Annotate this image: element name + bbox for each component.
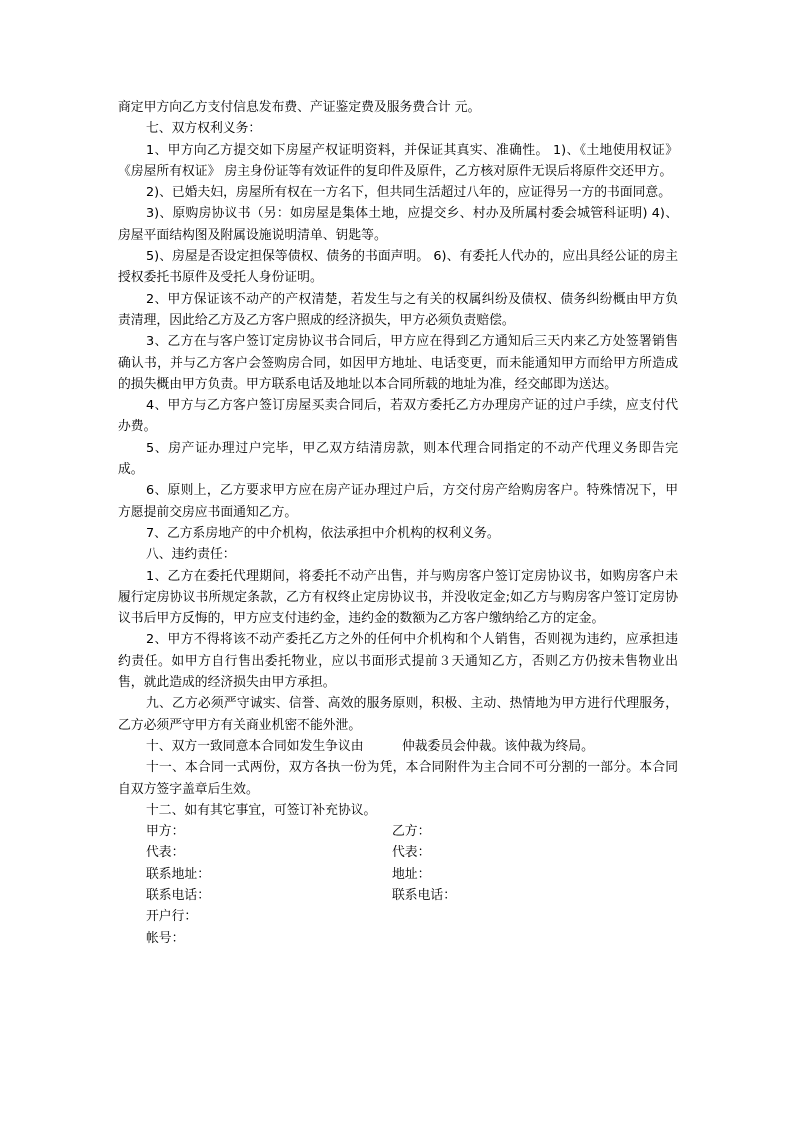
party-b-address-label: 地址： bbox=[392, 866, 431, 882]
signature-block bbox=[118, 821, 678, 949]
party-b-label: 乙方： bbox=[392, 824, 431, 840]
contract-body bbox=[118, 97, 678, 949]
paragraph-married-couple: 2)、已婚夫妇，房屋所有权在一方名下，但共同生活超过八年的，应证得另一方的书面同意。 bbox=[146, 185, 672, 201]
section-heading-rights: 七、双方权利义务： bbox=[146, 121, 262, 137]
account-number-label: 帐号： bbox=[146, 930, 185, 946]
section-supplementary: 十二、如有其它事宜，可签订补充协议。 bbox=[146, 802, 377, 818]
paragraph-agency-role: 7、乙方系房地产的中介机构，依法承担中介机构的权利义务。 bbox=[146, 525, 500, 541]
signature-row bbox=[118, 864, 678, 885]
section-arbitration: 十、双方一致同意本合同如发生争议由 仲裁委员会仲裁。该仲裁为终局。 bbox=[146, 738, 594, 754]
section-service-principle: 九、乙方必须严守诚实、信誉、高效的服务原则，积极、主动、热情地为甲方进行代理服务，乙方必须严守甲方有关商业机密不能外泄。 bbox=[118, 696, 678, 733]
paragraph-breach-deposit: 1、乙方在委托代理期间，将委托不动产出售，并与购房客户签订定房协议书，如购房客户未履行定房协议书所规定条款，乙方有权终止定房协议书，并没收定金;如乙方与购房客户签订定房协议书后甲方反悔的，甲方应支付违约金，违约金的数额为乙方客户缴纳给乙方的定金。 bbox=[118, 568, 678, 627]
paragraph-original-agreement: 3)、原购房协议书（另：如房屋是集体土地，应提交乡、村办及所属村委会城管科证明) 4)、房屋平面结构图及附属设施说明清单、钥匙等。 bbox=[118, 206, 678, 243]
paragraph-breach-exclusive: 2、甲方不得将该不动产委托乙方之外的任何中介机构和个人销售，否则视为违约，应承担违约责任。如甲方自行售出委托物业，应以书面形式提前３天通知乙方，否则乙方仍按未售物业出售，就此造成的经济损失由甲方承担。 bbox=[118, 632, 678, 691]
signature-row bbox=[118, 906, 678, 927]
section-copies: 十一、本合同一式两份，双方各执一份为凭，本合同附件为主合同不可分割的一部分。本合同自双方签字盖章后生效。 bbox=[118, 760, 678, 797]
paragraph-documents: 1、甲方向乙方提交如下房屋产权证明资料，并保证其真实、准确性。 1)、《土地使用权证》《房屋所有权证》 房主身份证等有效证件的复印件及原件，乙方核对原件无误后将原件交还甲方。 bbox=[118, 142, 678, 179]
paragraph-handover: 6、原则上，乙方要求甲方应在房产证办理过户后，方交付房产给购房客户。特殊情况下，甲方愿提前交房应书面通知乙方。 bbox=[118, 483, 678, 520]
section-heading-breach: 八、违约责任： bbox=[146, 547, 236, 563]
paragraph-sales-confirmation: 3、乙方在与客户签订定房协议书合同后，甲方应在得到乙方通知后三天内来乙方处签署销售确认书，并与乙方客户会签购房合同，如因甲方地址、电话变更，而未能通知甲方而给甲方所造成的损失概由甲方负责。甲方联系电话及地址以本合同所载的地址为准，经交邮即为送达。 bbox=[118, 334, 678, 392]
paragraph-fee-summary: 商定甲方向乙方支付信息发布费、产证鉴定费及服务费合计 元。 bbox=[118, 100, 481, 115]
paragraph-guarantee-statement: 5)、房屋是否设定担保等债权、债务的书面声明。 6)、有委托人代办的，应出具经公证的房主授权委托书原件及受托人身份证明。 bbox=[118, 249, 678, 286]
signature-row bbox=[118, 885, 678, 906]
party-b-representative-label: 代表： bbox=[392, 845, 431, 861]
party-a-phone-label: 联系电话： bbox=[146, 887, 210, 903]
party-a-label: 甲方： bbox=[146, 824, 185, 840]
signature-row bbox=[118, 928, 678, 949]
signature-row bbox=[118, 821, 678, 842]
paragraph-transfer-fee: 4、甲方与乙方客户签订房屋买卖合同后，若双方委托乙方办理房产证的过户手续，应支付代办费。 bbox=[118, 398, 678, 435]
paragraph-completion: 5、房产证办理过户完毕，甲乙双方结清房款，则本代理合同指定的不动产代理义务即告完成。 bbox=[118, 440, 678, 478]
party-b-phone-label: 联系电话： bbox=[392, 887, 456, 903]
paragraph-title-clear: 2、甲方保证该不动产的产权清楚，若发生与之有关的权属纠纷及债权、债务纠纷概由甲方负责清理，因此给乙方及乙方客户照成的经济损失，甲方必须负责赔偿。 bbox=[118, 291, 678, 328]
signature-row bbox=[118, 842, 678, 863]
party-a-address-label: 联系地址： bbox=[146, 866, 210, 882]
party-a-representative-label: 代表： bbox=[146, 845, 185, 861]
bank-label: 开户行： bbox=[146, 909, 198, 925]
